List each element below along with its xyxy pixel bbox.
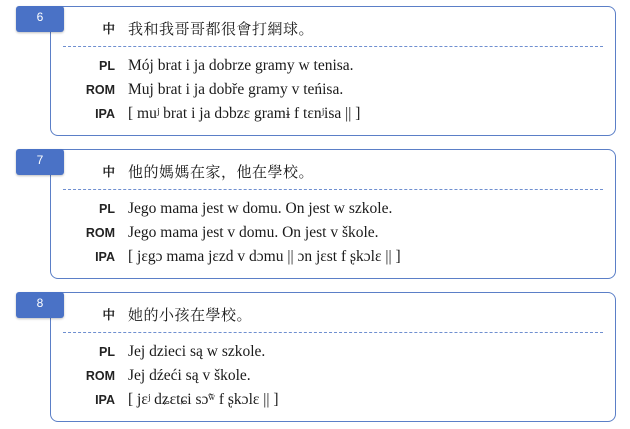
polish-sentence: Jej dzieci są w szkole. — [128, 343, 266, 360]
romanization-sentence: Jej dźeći są v škole. — [128, 367, 251, 384]
chinese-sentence: 我和我哥哥都很會打網球。 — [128, 20, 315, 38]
dashed-divider — [63, 332, 603, 333]
romanization-row — [51, 222, 615, 244]
ipa-label: IPA — [95, 393, 115, 407]
ipa-label: IPA — [95, 107, 115, 121]
pl-label: PL — [99, 59, 115, 73]
entry-card — [50, 6, 616, 136]
pl-label: PL — [99, 202, 115, 216]
ipa-transcription: [ jɛgɔ mama jɛzd v dɔmu || ɔn jɛst f ʂkɔlɛ || ] — [128, 248, 401, 265]
entry-number-badge: 7 — [16, 149, 64, 175]
polish-row — [51, 55, 615, 77]
rom-label: ROM — [85, 83, 115, 97]
entry-number-badge: 8 — [16, 292, 64, 318]
pl-label: PL — [99, 345, 115, 359]
polish-sentence: Jego mama jest w domu. On jest w szkole. — [128, 200, 393, 217]
polish-row — [51, 341, 615, 363]
ipa-row — [51, 103, 615, 125]
romanization-sentence: Jego mama jest v domu. On jest v škole. — [128, 224, 379, 241]
rom-label: ROM — [85, 226, 115, 240]
entry-card — [50, 292, 616, 422]
zh-label: 中 — [102, 22, 115, 36]
romanization-sentence: Muj brat i ja dobře gramy v teńisa. — [128, 81, 344, 98]
ipa-transcription: [ jɛʲ dʑɛtɕi sɔ̃ʷ f ʂkɔlɛ || ] — [128, 391, 279, 408]
ipa-row — [51, 246, 615, 268]
dashed-divider — [63, 46, 603, 47]
entry-number-badge: 6 — [16, 6, 64, 32]
rom-label: ROM — [85, 369, 115, 383]
chinese-sentence: 她的小孩在學校。 — [128, 306, 253, 324]
chinese-row — [51, 18, 615, 40]
romanization-row — [51, 79, 615, 101]
romanization-row — [51, 365, 615, 387]
chinese-row — [51, 304, 615, 326]
polish-row — [51, 198, 615, 220]
ipa-label: IPA — [95, 250, 115, 264]
dashed-divider — [63, 189, 603, 190]
entry-card — [50, 149, 616, 279]
ipa-row — [51, 389, 615, 411]
chinese-row — [51, 161, 615, 183]
polish-sentence: Mój brat i ja dobrze gramy w tenisa. — [128, 57, 354, 74]
zh-label: 中 — [102, 165, 115, 179]
chinese-sentence: 他的媽媽在家，他在學校。 — [128, 163, 315, 181]
ipa-transcription: [ muʲ brat i ja dɔbzɛ gramɨ f tɛnʲisa || ] — [128, 105, 361, 122]
zh-label: 中 — [102, 308, 115, 322]
